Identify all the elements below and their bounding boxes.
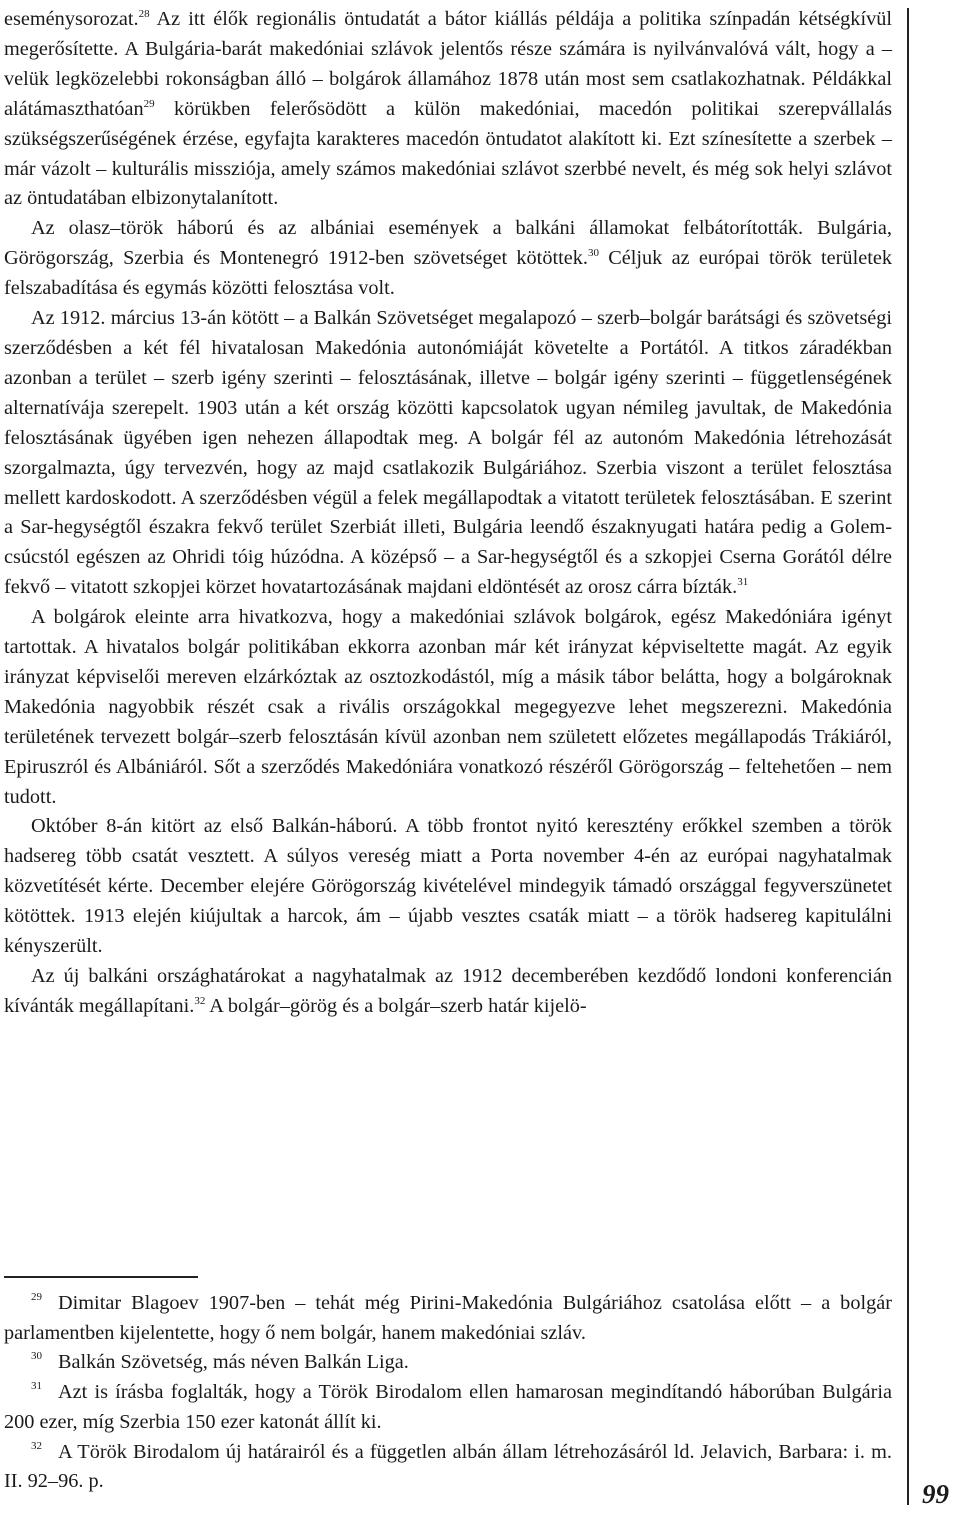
footnote-number: 31 [31,1380,42,1393]
text-run: A bolgár–görög és a bolgár–szerb határ kijelö- [205,994,587,1017]
text-run: Az itt élők regionális öntudatát a bátor kiállás példája a politika színpadán kétségkívül megerősítette. A Bulgária-barát makedóniai szlávok jelentős része számára is nyilvánvalóvá vált, hogy a – velük legközelebbi rokonságban álló – bolgárok államához 1878 után most sem csatlakozhatnak. Példákkal alátámaszthatóan [4,8,892,120]
paragraph [4,214,892,304]
footnote-reference: 28 [138,8,150,20]
footnote-separator [4,1276,198,1278]
paragraph [4,304,892,603]
footnote-text: A Török Birodalom új határairól és a független albán állam létrehozásáról ld. Jelavich, Barbara: i. m. II. 92–96. p. [4,1440,892,1493]
text-run: eseménysorozat. [4,8,139,30]
footnote-text: Azt is írásba foglalták, hogy a Török Birodalom ellen hamarosan megindítandó háborúban Bulgária 200 ezer, míg Szerbia 150 ezer katonát állít ki. [4,1381,892,1433]
text-run: A bolgárok eleinte arra hivatkozva, hogy a makedóniai szlávok bolgárok, egész Makedóniára igényt tartottak. A hivatalos bolgár politikában ekkorra azonban már két irányzat képviseltette magát. Az egyik irányzat képviselői mereven elzárkóztak az osztozkodástól, míg a másik tábor belátta, hogy a bolgároknak Makedónia nagyobbik részét csak a rivális országokkal megegyezve lehet megszerezni. Makedónia területének tervezett bolgár–szerb felosztásán kívül azonban nem született előzetes megállapodás Trákiáról, Epiruszról és Albániáról. Sőt a szerződés Makedóniára vonatkozó részéről Görögország – feltehetően – nem tudott. [4,606,892,808]
footnote-number: 29 [31,1291,42,1303]
footnote-text: Dimitar Blagoev 1907-ben – tehát még Pirini-Makedónia Bulgáriához csatolása előtt – a bolgár parlamentben kijelentette, hogy ő nem bolgár, hanem makedóniai szláv. [4,1292,892,1344]
text-run: Október 8-án kitört az első Balkán-háború. A több frontot nyitó keresztény erőkkel szemben a török hadsereg több csatát vesztett. A súlyos vereség miatt a Porta november 4-én az európai nagyhatalmak közvetítését kérte. December elejére Görögország kivételével mindegyik támadó országgal fegyverszünetet kötöttek. 1913 elején kiújultak a harcok, ám – újabb vesztes csaták miatt – a török hadsereg kapitulálni kényszerült. [4,815,892,958]
paragraph [4,603,892,812]
footnote-reference: 30 [587,247,599,260]
text-run: Az új balkáni országhatárokat a nagyhatalmak az 1912 decemberében kezdődő londoni konferencián kívánták megállapítani. [4,965,892,1017]
body-text [4,5,892,1022]
paragraph [4,5,892,214]
page-number: 99 [922,1479,949,1509]
footnote [4,1438,892,1497]
text-run: Az olasz–török háború és az albániai események a balkáni államokat felbátorították. Bulgária, Görögország, Szerbia és Montenegró 1912-ben szövetséget kötöttek. [4,217,892,270]
paragraph [4,962,892,1022]
footnote-number: 32 [31,1439,42,1452]
footnote-reference: 32 [194,994,206,1007]
paragraph [4,812,892,962]
footnote-number: 30 [31,1350,42,1363]
footnote-text: Balkán Szövetség, más néven Balkán Liga. [58,1351,409,1374]
footnote [4,1378,892,1437]
footnote-reference: 31 [737,576,749,589]
page-margin-rule [907,8,909,1505]
text-run: körükben felerősödött a külön makedóniai, macedón politikai szerepvállalás szükségszerűségének érzése, egyfajta karakteres macedón öntudatot alakított ki. Ezt színesítette a szerbek – már vázolt – kulturális missziója, amely számos makedóniai szlávot szerbbé nevelt, és még sok helyi szlávot az öntudatában elbizonytalanított. [4,97,892,210]
footnote [4,1348,892,1378]
text-run: Az 1912. március 13-án kötött – a Balkán Szövetséget megalapozó – szerb–bolgár barátsági és szövetségi szerződésben a két fél hivatalosan Makedónia autonómiáját követelte a Portától. A titkos záradékban azonban a terület – szerb igény szerinti – felosztásának, illetve – bolgár igény szerinti – függetlenségének alternatívája szerepelt. 1903 után a két ország közötti kapcsolatok ugyan némileg javultak, de Makedónia felosztásának ügyében igen nehezen állapodtak meg. A bolgár fél az autonóm Makedónia létrehozását szorgalmazta, úgy tervezvén, hogy az majd csatlakozik Bulgáriához. Szerbia viszont a terület felosztása mellett kardoskodott. A szerződésben végül a felek megállapodtak a vitatott területek felosztásában. E szerint a Sar-hegységtől északra fekvő terület Szerbiát illeti, Bulgária leendő északnyugati határa pedig a Golem-csúcstól egészen az Ohridi tóig húzódna. A középső – a Sar-hegységtől és a szkopjei Cserna Gorától délre fekvő – vitatott szkopjei körzet hovatartozásának majdani eldöntését az orosz cárra bízták. [4,307,892,599]
footnote-reference: 29 [143,97,155,110]
footnotes [4,1289,892,1497]
text-run: Céljuk az európai török területek felszabadítása és egymás közötti felosztása volt. [4,247,892,300]
footnote [4,1289,892,1348]
